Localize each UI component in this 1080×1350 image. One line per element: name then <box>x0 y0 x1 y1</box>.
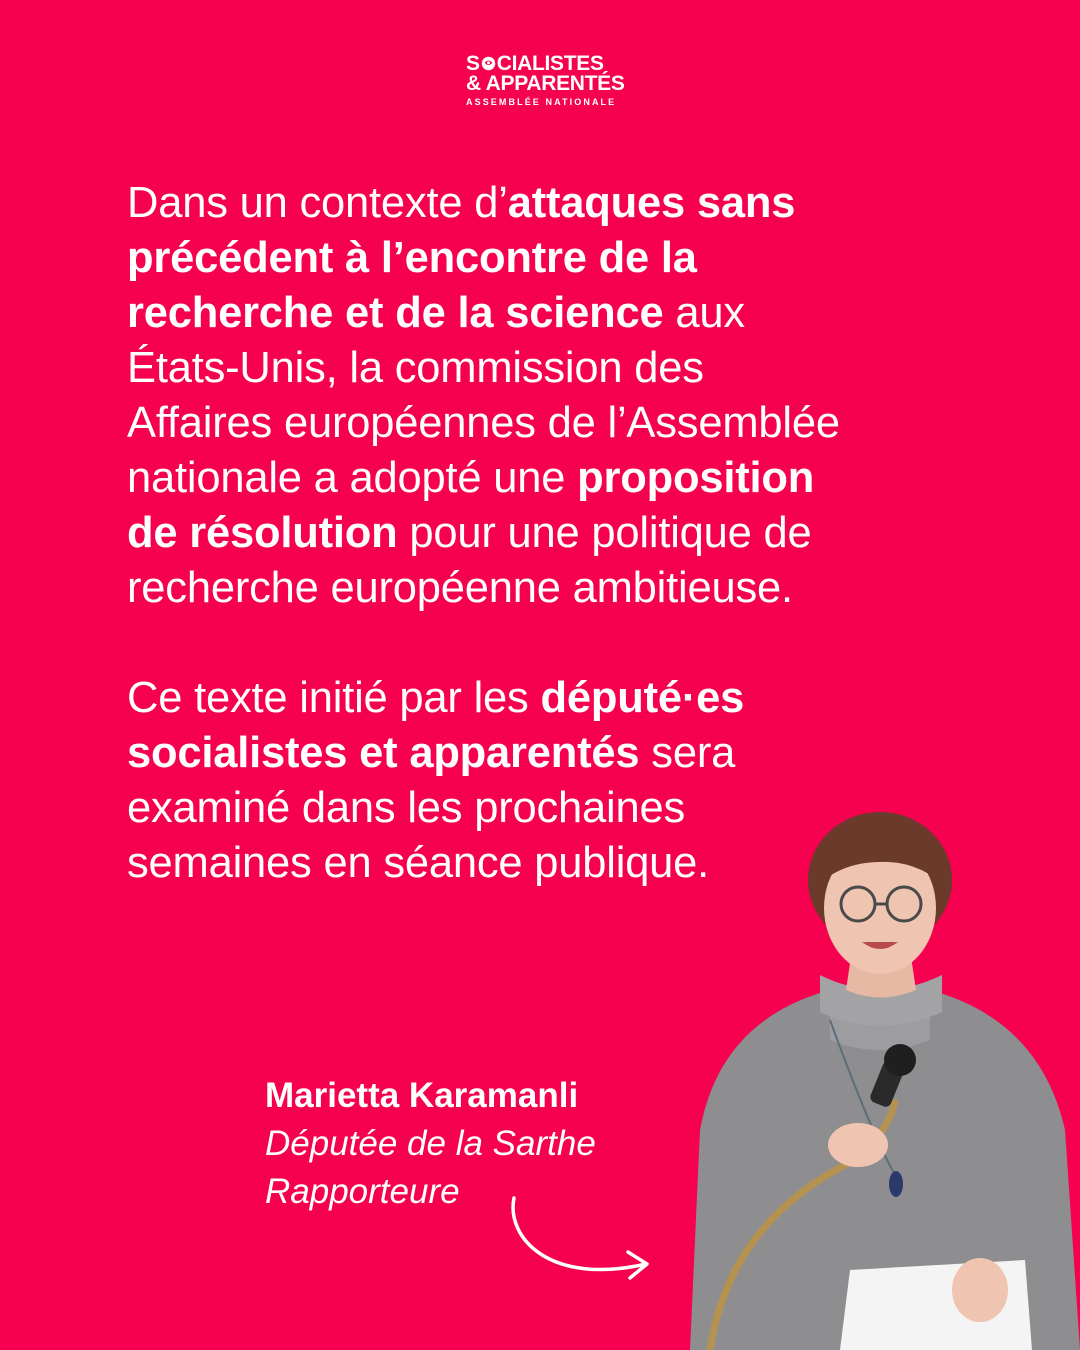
logo-line-1: S CIALISTES <box>466 52 604 75</box>
logo-line-3: ASSEMBLÉE NATIONALE <box>466 97 617 107</box>
signature-name: Marietta Karamanli <box>265 1076 579 1115</box>
body-text-segment: Dans un contexte d’ <box>127 179 508 227</box>
body-text-segment: pour une politique de recherche européenne ambitieuse. <box>127 509 812 612</box>
rose-icon <box>481 56 496 71</box>
highlighted-text: député·es socialistes et apparentés <box>127 674 745 777</box>
logo-line-2: & APPARENTÉS <box>466 72 625 95</box>
highlighted-text: proposition de résolution <box>127 454 815 557</box>
body-text-segment: Ce texte initié par les <box>127 674 541 722</box>
highlighted-text: attaques sans précédent à l’encontre de la recherche et de la science <box>127 179 796 337</box>
signature-title: Rapporteure <box>265 1172 460 1211</box>
body-text-segment: sera examiné dans les prochaines semaines en séance publique. <box>127 729 736 887</box>
main-text <box>127 176 847 891</box>
deputy-photo <box>680 800 1080 1350</box>
signature-role: Députée de la Sarthe <box>265 1124 596 1163</box>
body-text-segment: aux États-Unis, la commission des Affaires européennes de l’Assemblée nationale a adopté une <box>127 289 840 502</box>
paragraph <box>127 176 847 616</box>
curved-arrow-icon <box>500 1188 660 1288</box>
logo <box>466 54 626 106</box>
